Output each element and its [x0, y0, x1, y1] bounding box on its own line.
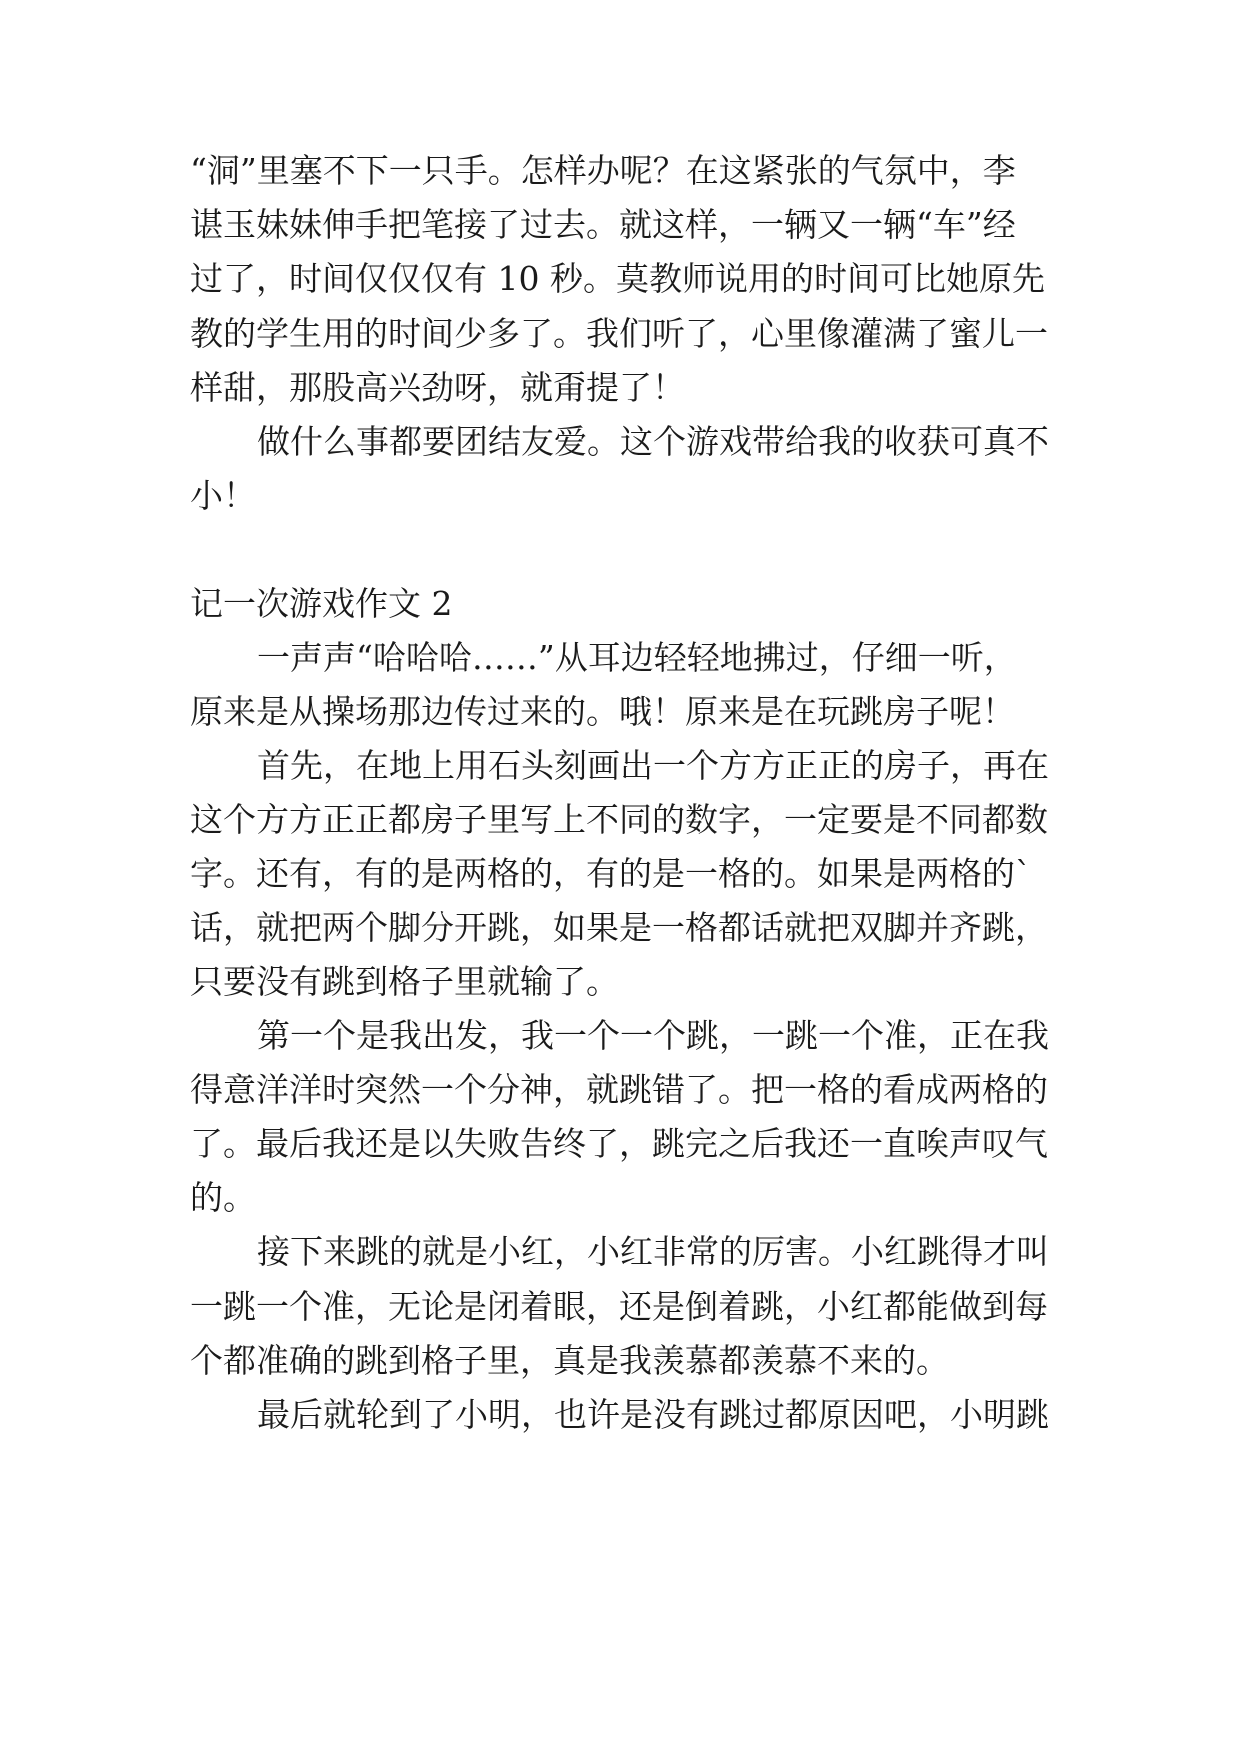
section-title: 记一次游戏作文 2 [190, 584, 453, 623]
text-line: 得意洋洋时突然一个分神，就跳错了。把一格的看成两格的 [190, 1070, 1048, 1109]
text-line: 样甜，那股高兴劲呀，就甭提了！ [190, 368, 685, 407]
text-line: 字。还有，有的是两格的，有的是一格的。如果是两格的` [190, 854, 1032, 893]
text-line: 这个方方正正都房子里写上不同的数字，一定要是不同都数 [190, 800, 1048, 839]
text-line: 原来是从操场那边传过来的。哦！原来是在玩跳房子呢！ [190, 692, 1015, 731]
text-line: 最后就轮到了小明，也许是没有跳过都原因吧，小明跳 [257, 1395, 1049, 1434]
text-line: 接下来跳的就是小红，小红非常的厉害。小红跳得才叫 [257, 1232, 1049, 1271]
text-line: 一声声“哈哈哈……”从耳边轻轻地拂过，仔细一听， [257, 638, 1017, 677]
text-line: 的。 [190, 1178, 256, 1217]
text-line: 话，就把两个脚分开跳，如果是一格都话就把双脚并齐跳， [190, 908, 1048, 947]
text-line: “洞”里塞不下一只手。怎样办呢？在这紧张的气氛中，李 [190, 151, 1016, 190]
text-line: 一跳一个准，无论是闭着眼，还是倒着跳，小红都能做到每 [190, 1287, 1048, 1326]
text-line: 小！ [190, 476, 256, 515]
text-line: 做什么事都要团结友爱。这个游戏带给我的收获可真不 [257, 422, 1049, 461]
text-line: 过了，时间仅仅仅有 10 秒。莫教师说用的时间可比她原先 [190, 259, 1045, 298]
text-line: 谌玉妹妹伸手把笔接了过去。就这样，一辆又一辆“车”经 [190, 205, 1016, 244]
text-line: 只要没有跳到格子里就输了。 [190, 962, 619, 1001]
text-line: 个都准确的跳到格子里，真是我羡慕都羡慕不来的。 [190, 1341, 949, 1380]
text-line: 了。最后我还是以失败告终了，跳完之后我还一直唉声叹气 [190, 1124, 1048, 1163]
text-line: 教的学生用的时间少多了。我们听了，心里像灌满了蜜儿一 [190, 314, 1048, 353]
text-line: 第一个是我出发，我一个一个跳，一跳一个准，正在我 [257, 1016, 1049, 1055]
text-line: 首先，在地上用石头刻画出一个方方正正的房子，再在 [257, 746, 1049, 785]
